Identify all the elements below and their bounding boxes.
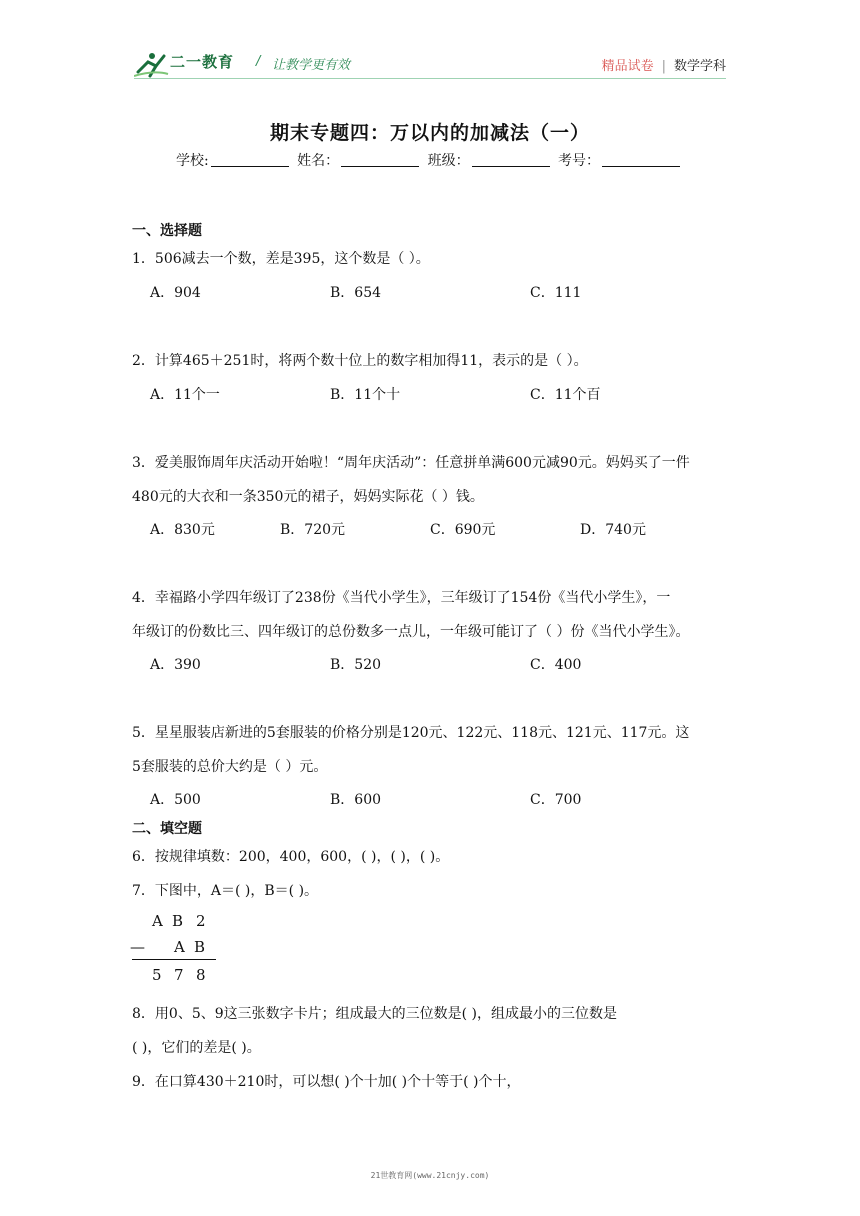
fig-minus-sign: —	[130, 938, 145, 956]
q2-option-c[interactable]: C．11个百	[530, 387, 601, 403]
question-7: 7．下图中，A＝( )，B＝( )。	[132, 883, 319, 899]
question-1: 1．506减去一个数，差是395，这个数是（ ）。	[132, 251, 430, 267]
subtraction-figure	[130, 908, 220, 988]
exam-number-blank[interactable]	[602, 152, 680, 167]
class-label: 班级：	[427, 153, 470, 169]
header-label-quality: 精品试卷	[601, 59, 654, 74]
q3-option-d[interactable]: D．740元	[580, 522, 646, 538]
q3-option-b[interactable]: B．720元	[280, 522, 346, 538]
fig-row2-a: A	[174, 938, 185, 956]
exam-number-label: 考号：	[558, 153, 601, 169]
q4-option-a[interactable]: A．390	[150, 657, 201, 673]
question-3-line-2: 480元的大衣和一条350元的裙子，妈妈实际花（ ）钱。	[132, 489, 484, 505]
q5-option-c[interactable]: C．700	[530, 792, 582, 808]
page-header	[134, 48, 726, 80]
header-right	[602, 55, 726, 74]
fig-row1-b: B	[172, 912, 184, 930]
logo-text: 二一教育	[170, 53, 235, 71]
school-blank[interactable]	[211, 152, 289, 167]
section-heading-fill: 二、填空题	[132, 821, 202, 837]
question-5-line-2: 5套服装的总价大约是（ ）元。	[132, 759, 328, 775]
page-title: 期末专题四：万以内的加减法（一）	[269, 122, 590, 144]
q1-option-c[interactable]: C．111	[530, 285, 582, 301]
fig-rule	[132, 959, 216, 960]
slogan: 让教学更有效	[272, 58, 351, 73]
question-2: 2．计算465＋251时，将两个数十位上的数字相加得11，表示的是（ ）。	[132, 353, 588, 369]
fig-row2-b: B	[194, 938, 206, 956]
fig-row1-a: A	[152, 912, 163, 930]
question-5-line-1: 5．星星服装店新进的5套服装的价格分别是120元、122元、118元、121元、117元。这	[132, 725, 690, 741]
q4-option-c[interactable]: C．400	[530, 657, 582, 673]
q4-option-b[interactable]: B．520	[330, 657, 382, 673]
q3-option-c[interactable]: C．690元	[430, 522, 496, 538]
header-label-subject: 数学学科	[673, 59, 726, 74]
question-9: 9．在口算430＋210时，可以想( )个十加( )个十等于( )个十，	[132, 1074, 521, 1090]
name-label: 姓名：	[297, 153, 340, 169]
fig-result-8: 8	[196, 966, 206, 984]
q3-option-a[interactable]: A．830元	[150, 522, 215, 538]
header-rule	[134, 78, 726, 79]
q5-option-b[interactable]: B．600	[330, 792, 382, 808]
q2-option-a[interactable]: A．11个一	[150, 387, 220, 403]
class-blank[interactable]	[472, 152, 550, 167]
question-4-line-1: 4．幸福路小学四年级订了238份《当代小学生》，三年级订了154份《当代小学生》，一	[132, 590, 671, 606]
name-blank[interactable]	[341, 152, 419, 167]
question-8-line-1: 8．用0、5、9这三张数字卡片；组成最大的三位数是( )，组成最小的三位数是	[132, 1006, 618, 1022]
fig-result-5: 5	[152, 966, 162, 984]
header-divider: |	[661, 59, 666, 74]
q5-option-a[interactable]: A．500	[150, 792, 201, 808]
fig-result-7: 7	[174, 966, 184, 984]
section-heading-choice: 一、选择题	[132, 223, 202, 239]
question-4-line-2: 年级订的份数比三、四年级订的总份数多一点儿，一年级可能订了（ ）份《当代小学生》。	[132, 624, 690, 640]
question-3-line-1: 3．爱美服饰周年庆活动开始啦！“周年庆活动”：任意拼单满600元减90元。妈妈买了一件	[132, 455, 690, 471]
fig-row1-2: 2	[196, 912, 206, 930]
question-8-line-2: ( )，它们的差是( )。	[132, 1040, 261, 1056]
slogan-separator: /	[256, 54, 261, 69]
question-6: 6．按规律填数：200，400，600，( )，( )，( )。	[132, 849, 450, 865]
school-label: 学校:	[175, 153, 209, 169]
q1-option-a[interactable]: A．904	[150, 285, 201, 301]
student-info-line	[0, 150, 860, 170]
q1-option-b[interactable]: B．654	[330, 285, 382, 301]
page-footer: 21世教育网(www.21cnjy.com)	[370, 1171, 490, 1180]
q2-option-b[interactable]: B．11个十	[330, 387, 401, 403]
